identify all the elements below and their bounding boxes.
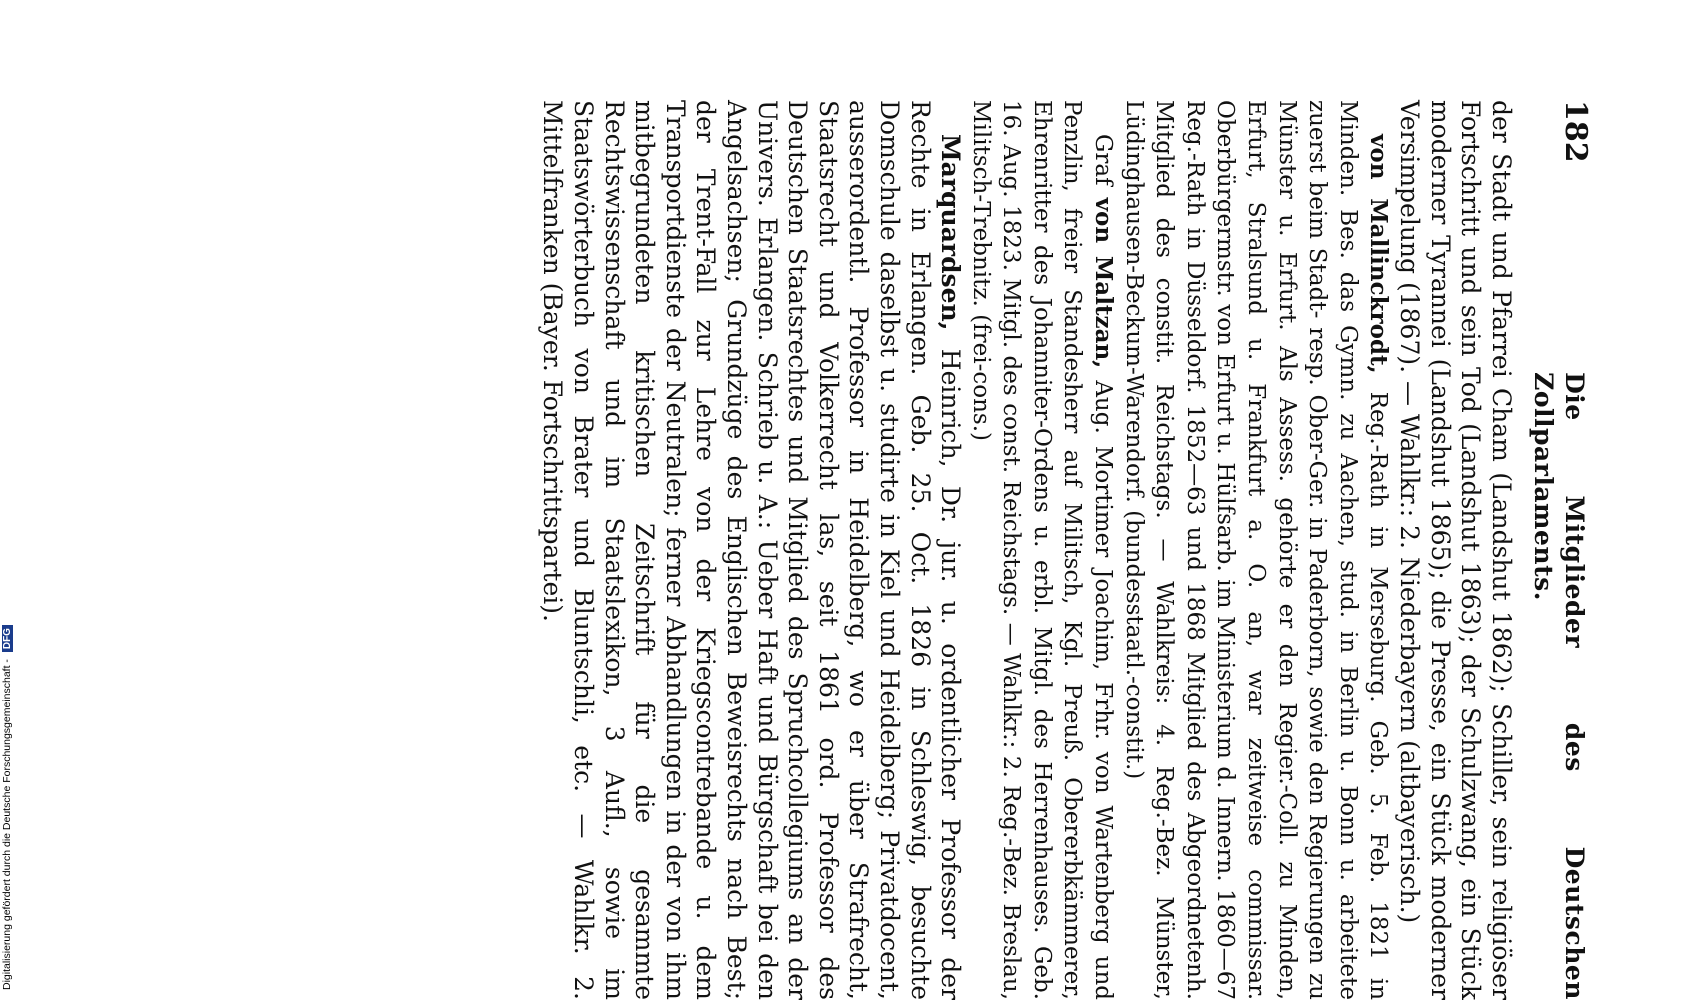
running-head: Die Mitglieder des Deutschen Zollparlaments. — [1529, 372, 1589, 1000]
entry-name: von Mallinckrodt, — [1365, 134, 1393, 374]
entry-text: Heinrich, Dr. jur. u. ordentlicher Professor der Rechte in Erlangen. Geb. 25. Oct. 1826 in Schleswig, besuchte Domschule daselbst u. studirte in Kiel und Heidelberg; Privatdocent, ausserordentl. Professor in Heidelberg, wo er über Strafrecht, Staatsrecht und Volkerrecht las, seit 1861 ord. Professor des Deutschen Staatsrechtes und Mitglied des Spruchcollegiums an der Univers. Erlangen. Schrieb u. A.: Ueber Haft und Bürgschaft bei den Angelsachsen; Grundzüge des Englischen Beweisrechts nach Best; der Trent-Fall zur Lehre von der Kriegscontrebande u. dem Transportdienste der Neutralen; ferner Abhandlungen in der von ihm mitbegrundeten kritischen Zeitschrift für die gesammte Rechtswissenschaft und im Staatslexikon, 3 Aufl., sowie im Staatswörterbuch von Brater und Bluntschli, etc. — Wahlkr. 2. Mittelfranken (Bayer. Fortschrittspartei). — [538, 100, 966, 1000]
entry-prefix: Graf — [1090, 134, 1117, 186]
entry-name: Marquardsen, — [936, 134, 966, 331]
entry-text: Aug. Mortimer Joachim, Frhr. von Wartenberg und Penzlin, freier Standesherr auf Militsch, Kgl. Preuß. Obererbkämmerer, Ehrenritter des Johanniter-Ordens u. erbl. Mitgl. des Herrenhauses. Geb. 16. Aug. 1823. Mitgl. des const. Reichstags. — Wahlkr.: 2. Reg.-Bez. Breslau, Militsch-Trebnitz. (frei-cons.) — [967, 100, 1117, 1000]
page-number: 182 — [1558, 100, 1593, 163]
entry-maltzan — [965, 100, 1118, 1000]
rotated-page — [170, 100, 1593, 1000]
entry-marquardsen — [537, 100, 965, 1000]
entry-mallinckrodt — [1118, 100, 1393, 1000]
entry-name: von Maltzan, — [1090, 197, 1118, 369]
dfg-logo: DFG — [2, 625, 13, 652]
entry-text: Reg.-Rath in Merseburg. Geb. 5. Feb. 1821 in Minden. Bes. das Gymn. zu Aachen, stud. in Berlin u. Bonn u. arbeitete zuerst beim Stadt- resp. Ober-Ger. in Paderborn, sowie den Regierungen zu Münster u. Erfurt. Als Assess. gehörte er den Regier.-Coll. zu Minden, Erfurt, Stralsund u. Frankfurt a. O. an, war zeitweise commissar. Oberbürgermstr. von Erfurt u. Hülfsarb. im Ministerium d. Innern. 1860—67 Reg.-Rath in Düsseldorf. 1852—63 und 1868 Mitglied des Abgeordnetenh. Mitglied des constit. Reichstags. — Wahlkreis: 4. Reg.-Bez. Münster, Lüdinghausen-Beckum-Warendorf. (bundesstaatl.-constit.) — [1120, 100, 1392, 1000]
paragraph-text: der Stadt und Pfarrei Cham (Landshut 1862); Schiller, sein religiöser Fortschritt und sein Tod (Landshut 1863); der Schulzwang, ein Stück moderner Tyrannei (Landshut 1865); die Presse, ein Stück moderner Versimpelung (1867). — Wahlkr.: 2. Niederbayern (altbayerisch.) — [1395, 100, 1516, 1000]
credit-text: Digitalisierung gefördert durch die Deutsche Forschungsgemeinschaft - — [1, 659, 13, 990]
digitization-credit — [1, 625, 13, 990]
page-header — [1528, 100, 1593, 1000]
paragraph-continuation — [1393, 100, 1515, 1000]
